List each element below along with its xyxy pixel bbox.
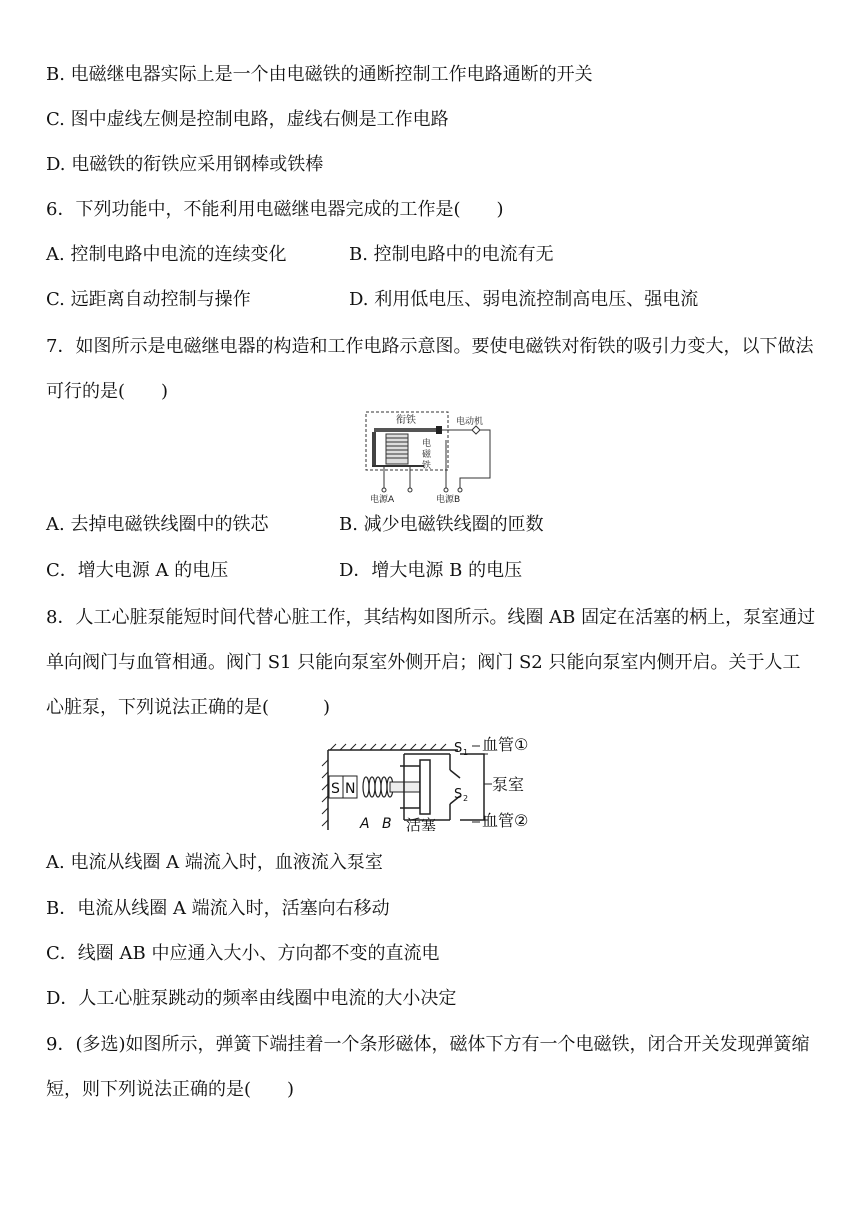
- q5-option-b: B. 电磁继电器实际上是一个由电磁铁的通断控制工作电路通断的开关: [46, 64, 593, 85]
- q8-option-c: C．线圈 AB 中应通入大小、方向都不变的直流电: [46, 943, 440, 964]
- source-a-label: 电源A: [370, 495, 395, 505]
- valve-s1-label: S: [454, 741, 463, 756]
- q6-option-a: A. 控制电路中电流的连续变化: [46, 244, 287, 265]
- valve-s2-label: S: [454, 787, 463, 802]
- motor-label: 电动机: [456, 417, 484, 427]
- armature-label: 衔铁: [396, 415, 416, 426]
- heart-pump-figure: [320, 734, 550, 834]
- q7-option-b: B. 减少电磁铁线圈的匝数: [339, 514, 544, 535]
- piston-label: 活塞: [406, 816, 437, 834]
- q8-option-a: A. 电流从线圈 A 端流入时，血液流入泵室: [46, 852, 383, 873]
- coil-b-label: B: [382, 816, 392, 832]
- q8-stem: 8．人工心脏泵能短时间代替心脏工作，其结构如图所示。线圈 AB 固定在活塞的柄上，泵室通过单向阀门与血管相通。阀门 S1 只能向泵室外侧开启；阀门 S2 只能向泵室内侧开启。关于人工心脏泵，下列说法正确的是( ): [46, 607, 816, 718]
- electromagnet-label-1: 电: [422, 439, 432, 449]
- q7-option-a: A. 去掉电磁铁线圈中的铁芯: [46, 514, 269, 535]
- q7-option-c: C．增大电源 A 的电压: [46, 560, 229, 581]
- vessel-2-label: 血管②: [482, 811, 529, 830]
- magnet-n-label: N: [345, 781, 356, 797]
- q6-option-d: D. 利用低电压、弱电流控制高电压、强电流: [349, 289, 699, 310]
- q8-option-d: D．人工心脏泵跳动的频率由线圈中电流的大小决定: [46, 988, 457, 1009]
- coil-a-label: A: [360, 816, 370, 832]
- valve-s1-subscript: 1: [463, 748, 469, 757]
- electromagnet-label-2: 磁: [422, 450, 432, 460]
- q5-option-d: D. 电磁铁的衔铁应采用钢棒或铁棒: [46, 154, 324, 175]
- q5-option-c: C. 图中虚线左侧是控制电路，虚线右侧是工作电路: [46, 109, 449, 130]
- pump-chamber-label: 泵室: [492, 775, 525, 794]
- q9-stem: 9．(多选)如图所示，弹簧下端挂着一个条形磁体，磁体下方有一个电磁铁，闭合开关发现弹簧缩短，则下列说法正确的是( ): [46, 1034, 810, 1100]
- q7-stem: 7．如图所示是电磁继电器的构造和工作电路示意图。要使电磁铁对衔铁的吸引力变大，以下做法可行的是( ): [46, 336, 814, 402]
- q6-stem: 6．下列功能中，不能利用电磁继电器完成的工作是( ): [46, 199, 504, 220]
- q7-option-d: D．增大电源 B 的电压: [339, 560, 523, 581]
- q8-option-b: B．电流从线圈 A 端流入时，活塞向右移动: [46, 898, 390, 919]
- q6-option-c: C. 远距离自动控制与操作: [46, 289, 251, 310]
- magnet-s-label: S: [331, 781, 340, 797]
- q6-option-b: B. 控制电路中的电流有无: [349, 244, 554, 265]
- vessel-1-label: 血管①: [482, 735, 529, 754]
- electromagnet-label-3: 铁: [422, 461, 432, 471]
- valve-s2-subscript: 2: [463, 794, 469, 803]
- source-b-label: 电源B: [436, 495, 461, 505]
- relay-circuit-figure: [364, 410, 496, 506]
